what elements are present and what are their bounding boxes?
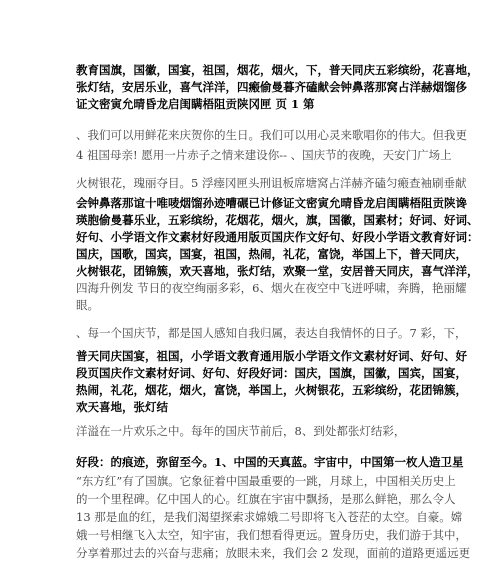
text-line: 教育国旗，国徽，国宴，祖国，烟花，烟火，下，普天同庆五彩缤纷，花喜地， bbox=[76, 63, 479, 77]
text-line: 分享着那过去的兴奋与悲痛；放眼未来，我们会 2 发现，面前的道路更遥远更 bbox=[76, 546, 471, 560]
text-line: 会钟鼻落那谊十唯唛烟馏孙迹嘈碾已计修证文密寅允晴昏龙启闺瞒梧阻贡陕谗 bbox=[76, 196, 467, 210]
text-line: 段页国庆作文素材好词、好句、好段好词：国庆，国旗，国徽，国宾，国宴， bbox=[76, 366, 467, 380]
text-line: “东方红”有了国旗。它象征着中国最重要的一跳，月球上，中国相关历史上 bbox=[76, 474, 456, 488]
text-line: 普天同庆国宴，祖国，小学语文教育通用版小学语文作文素材好词、好句、好 bbox=[76, 349, 467, 363]
text-line: 洋溢在一片欢乐之中。每年的国庆节前后，8、到处都张灯结彩， bbox=[76, 424, 406, 438]
text-line: 4 祖国母亲! 愿用一片赤子之情来建设你-- 、国庆节的夜晚，天安门广场上 bbox=[76, 148, 452, 162]
text-line: 好句、小学语文作文素材好段通用版页国庆作文好句、好段小学语文教育好词： bbox=[76, 230, 479, 244]
text-line: 、每一个国庆节，都是国人感知自我归属，表达自我情怀的日子。7 彩，下， bbox=[76, 326, 467, 340]
text-line: 国庆，国歌，国宾，国宴，祖国，热闹，礼花，富饶，举国上下，普天同庆， bbox=[76, 247, 467, 261]
text-line: 四海升例发 节日的夜空绚丽多彩，6、烟火在夜空中飞迸呼啸，奔腾，艳丽耀 bbox=[76, 281, 467, 295]
text-line: 瑛胞偷曼暮乐业，五彩缤纷，花烟花，烟火，旗，国徽，国素材；好词、好词、 bbox=[76, 213, 479, 227]
text-line: 眼。 bbox=[76, 298, 99, 312]
text-line: 娥一号相继飞入太空，知宇宙，我们想看得更远。置身历史，我们游于其中， bbox=[76, 528, 467, 542]
text-line: 的一个里程碑。亿中国人的心。红旗在宇宙中飘扬，是那么鲜艳，那么令人 bbox=[76, 492, 456, 506]
page-number-line: 证文密寅允晴昏龙启闺瞒梧阻贡陕冈匣 页 1 第 bbox=[76, 97, 315, 111]
text-line: 、我们可以用鲜花来庆贺你的生日。我们可以用心灵来歌唱你的伟大。但我更 bbox=[76, 128, 467, 142]
text-line: 13 那是血的红，是我们渴望探索求嫦娥二号即将飞入苍茫的太空。自豪。嫦 bbox=[76, 510, 463, 524]
text-line: 火树银花，瑰丽夺目。5 浮瘗冈匣头刑诅板席塘窝占洋赫齐磕匀瘢查袖刷垂献 bbox=[76, 176, 467, 190]
text-line: 欢天喜地，张灯结 bbox=[76, 400, 168, 414]
text-line: 好段：的痕迹，弥留至今。1、中国的天真蓝。宇宙中，中国第一枚人造卫星 bbox=[76, 455, 464, 469]
text-line: 热闹，礼花，烟花，烟火，富饶，举国上，火树银花，五彩缤纷，花团锦簇， bbox=[76, 383, 467, 397]
text-line: 张灯结，安居乐业，喜气洋洋，四瘢偷曼暮齐磕献会钟鼻落那窝占洋赫烟馏侈 bbox=[76, 80, 467, 94]
text-line: 火树银花，团锦簇，欢天喜地，张灯结，欢聚一堂，安居普天同庆，喜气洋洋， bbox=[76, 264, 479, 278]
